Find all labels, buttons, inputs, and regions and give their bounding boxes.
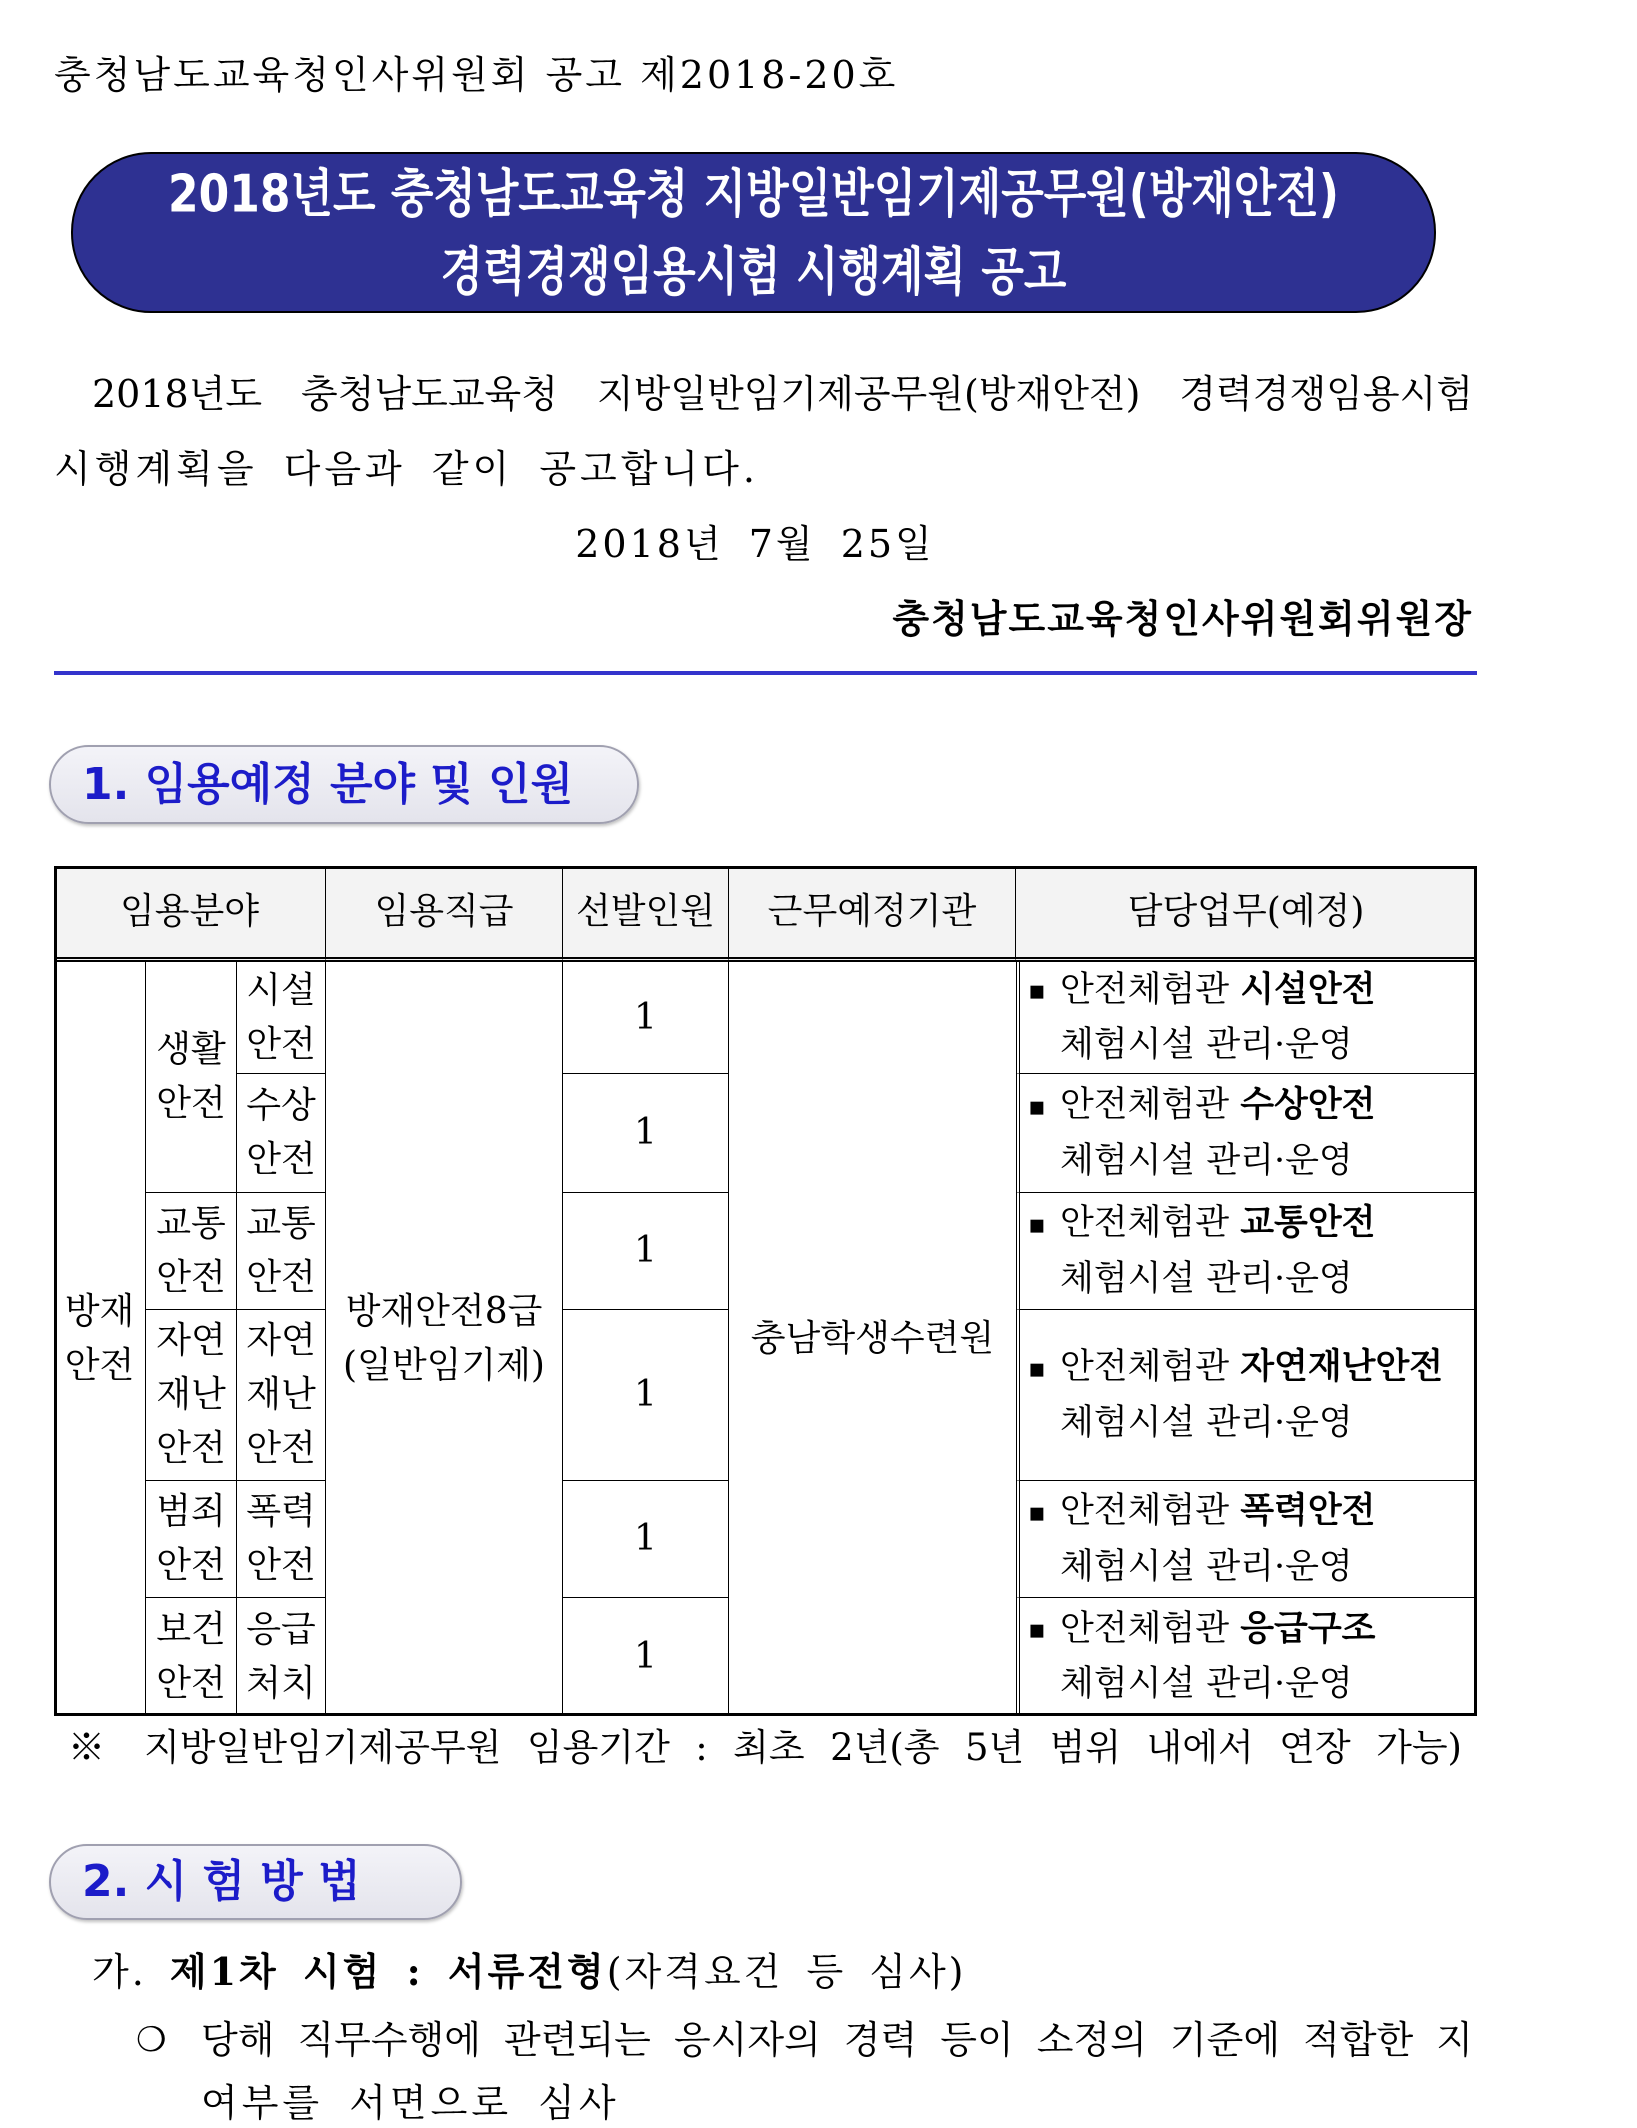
signer: 충청남도교육청인사위원회위원장 [892, 596, 1473, 641]
subfield-line: 안전 [246, 1257, 316, 1298]
subfield-cell [237, 962, 326, 1074]
section-2-heading-text: 2. 시 험 방 법 [82, 1856, 361, 1907]
group-line: 자연 [156, 1320, 226, 1361]
header-duties-text: 담당업무(예정) [1127, 890, 1365, 932]
subfield-cell [237, 1481, 326, 1598]
header-grade-text: 임용직급 [374, 890, 514, 932]
title-banner [71, 152, 1436, 313]
exam-desc-line-1: 당해 직무수행에 관련되는 응시자의 경력 등이 소정의 기준에 적합한 지 [201, 2018, 1473, 2062]
group-cell [146, 1310, 237, 1481]
grade-line: (일반임기제) [343, 1344, 545, 1386]
group-line: 재난 [156, 1374, 226, 1415]
duty-line-2: 체험시설 관리·운영 [1060, 1664, 1353, 1705]
duty-cell [1016, 1074, 1477, 1193]
square-bullet-icon: ▪ [1028, 1209, 1046, 1240]
grade-line: 방재안전8급 [345, 1290, 543, 1332]
group-cell [146, 962, 237, 1193]
duty-line-1 [1028, 1340, 1443, 1396]
subfield-line: 수상 [246, 1085, 316, 1126]
duty-line-2: 체험시설 관리·운영 [1060, 1140, 1353, 1181]
header-field [54, 866, 326, 962]
header-institution [729, 866, 1016, 962]
section-2-heading [49, 1844, 462, 1920]
duty-highlight: 폭력안전 [1240, 1490, 1376, 1532]
header-institution-text: 근무예정기관 [767, 890, 977, 932]
title-line-2 [73, 234, 1434, 312]
duty-prefix: 안전체험관 [1060, 969, 1230, 1010]
recruitment-table [54, 866, 1477, 1716]
intro-line-1: 2018년도 충청남도교육청 지방일반임기제공무원(방재안전) 경력경쟁임용시험 [92, 372, 1473, 416]
duty-cell [1016, 1598, 1477, 1716]
duty-cell [1016, 1310, 1477, 1481]
exam-item-label: 가. [92, 1950, 147, 1994]
title-line-2-text: 경력경쟁임용시험 시행계획 공고 [440, 242, 1067, 303]
duty-line-2: 체험시설 관리·운영 [1060, 1546, 1353, 1587]
intro-line-2: 시행계획을 다음과 같이 공고합니다. [54, 447, 759, 491]
group-line: 안전 [156, 1545, 226, 1586]
exam-item-note: (자격요건 등 심사) [606, 1950, 967, 1994]
count-cell [563, 1310, 729, 1481]
duty-highlight: 수상안전 [1240, 1084, 1376, 1126]
subfield-line: 교통 [246, 1203, 316, 1244]
count-cell [563, 1481, 729, 1598]
circle-bullet-icon: ❍ [136, 2020, 167, 2060]
exam-item-1 [92, 1945, 966, 1999]
section-1-heading-text: 1. 임용예정 분야 및 인원 [82, 759, 574, 810]
duty-line-1 [1028, 1196, 1375, 1252]
count-value: 1 [634, 1112, 657, 1153]
subfield-line: 처치 [246, 1662, 316, 1704]
subfield-line: 안전 [246, 1023, 316, 1065]
subfield-line: 안전 [246, 1545, 316, 1586]
duty-line-1 [1028, 1078, 1375, 1134]
count-value: 1 [634, 1230, 657, 1271]
duty-cell [1016, 962, 1477, 1074]
group-cell [146, 1598, 237, 1716]
group-cell [146, 1481, 237, 1598]
group-line: 생활 [156, 1029, 226, 1070]
header-duties [1016, 866, 1477, 962]
category-line: 안전 [64, 1344, 135, 1386]
notice-number: 충청남도교육청인사위원회 공고 제2018-20호 [54, 53, 899, 97]
subfield-cell [237, 1310, 326, 1481]
title-line-1 [73, 156, 1434, 234]
duty-cell [1016, 1481, 1477, 1598]
duty-highlight: 교통안전 [1240, 1202, 1376, 1244]
square-bullet-icon: ▪ [1028, 1091, 1046, 1122]
count-cell [563, 1074, 729, 1193]
subfield-line: 안전 [246, 1139, 316, 1180]
duty-line-1 [1028, 1602, 1375, 1658]
group-line: 안전 [156, 1662, 226, 1704]
subfield-line: 폭력 [246, 1491, 316, 1532]
count-value: 1 [634, 1374, 657, 1415]
table-footnote: ※ 지방일반임기제공무원 임용기간 : 최초 2년(총 5년 범위 내에서 연장 가능) [68, 1726, 1462, 1769]
group-line: 보건 [156, 1608, 226, 1650]
institution-name: 충남학생수련원 [750, 1317, 995, 1359]
square-bullet-icon: ▪ [1028, 1615, 1046, 1646]
duty-line-2: 체험시설 관리·운영 [1060, 1025, 1353, 1066]
category-cell [54, 962, 146, 1716]
group-line: 범죄 [156, 1491, 226, 1532]
duty-prefix: 안전체험관 [1060, 1203, 1230, 1244]
institution-cell [729, 962, 1016, 1716]
grade-cell [326, 962, 563, 1716]
subfield-cell [237, 1193, 326, 1310]
title-line-1-text: 2018년도 충청남도교육청 지방일반임기제공무원(방재안전) [168, 164, 1339, 225]
category-line: 방재 [64, 1290, 135, 1332]
header-count-text: 선발인원 [575, 890, 716, 932]
count-value: 1 [634, 1518, 657, 1559]
group-line: 안전 [156, 1257, 226, 1298]
subfield-line: 응급 [246, 1608, 316, 1650]
duty-prefix: 안전체험관 [1060, 1608, 1230, 1649]
notice-date: 2018년 7월 25일 [575, 522, 935, 566]
group-cell [146, 1193, 237, 1310]
count-value: 1 [634, 1635, 657, 1677]
duty-highlight: 시설안전 [1240, 968, 1376, 1010]
square-bullet-icon: ▪ [1028, 1497, 1046, 1528]
header-field-text: 임용분야 [119, 890, 260, 932]
duty-line-2: 체험시설 관리·운영 [1060, 1402, 1353, 1443]
group-line: 교통 [156, 1203, 226, 1244]
duty-line-1 [1028, 1484, 1375, 1540]
duty-line-2: 체험시설 관리·운영 [1060, 1258, 1353, 1299]
duty-highlight: 자연재난안전 [1240, 1346, 1444, 1388]
subfield-line: 시설 [246, 969, 316, 1011]
count-value: 1 [634, 996, 657, 1038]
count-cell [563, 1598, 729, 1716]
subfield-line: 안전 [246, 1428, 316, 1469]
subfield-line: 재난 [246, 1374, 316, 1415]
duty-cell [1016, 1193, 1477, 1310]
square-bullet-icon: ▪ [1028, 976, 1046, 1007]
exam-desc-line-2: 여부를 서면으로 심사 [201, 2081, 620, 2125]
count-cell [563, 1193, 729, 1310]
duty-prefix: 안전체험관 [1060, 1085, 1230, 1126]
duty-highlight: 응급구조 [1240, 1607, 1376, 1649]
count-cell [563, 962, 729, 1074]
subfield-line: 자연 [246, 1320, 316, 1361]
square-bullet-icon: ▪ [1028, 1353, 1046, 1384]
duty-prefix: 안전체험관 [1060, 1347, 1230, 1388]
exam-item-title: 제1차 시험 : 서류전형 [169, 1949, 607, 1994]
header-divider [54, 671, 1477, 675]
group-line: 안전 [156, 1428, 226, 1469]
header-grade [326, 866, 563, 962]
header-count [563, 866, 729, 962]
subfield-cell [237, 1598, 326, 1716]
duty-prefix: 안전체험관 [1060, 1491, 1230, 1532]
group-line: 안전 [156, 1083, 226, 1124]
subfield-cell [237, 1074, 326, 1193]
section-1-heading [49, 745, 639, 824]
duty-line-1 [1028, 963, 1375, 1019]
